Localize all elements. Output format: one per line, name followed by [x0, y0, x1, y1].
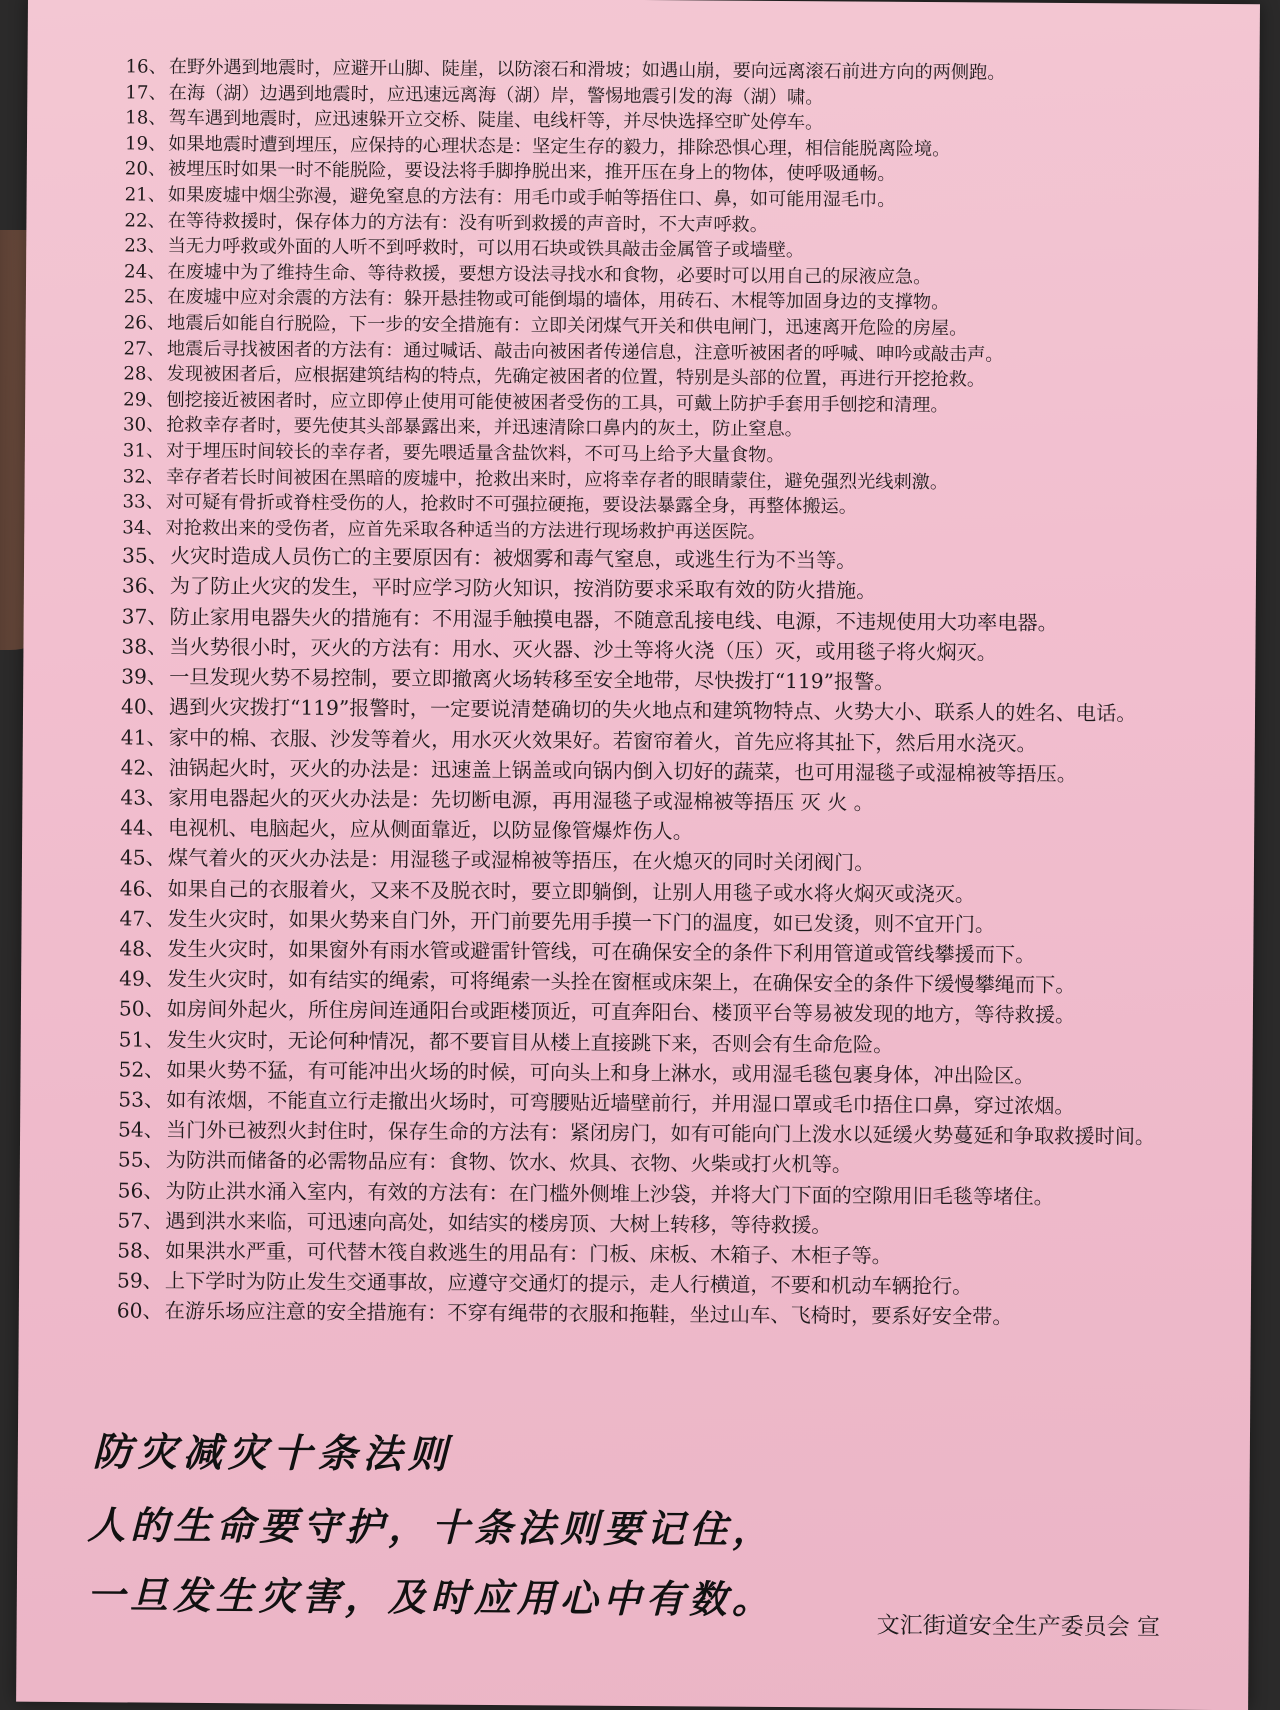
rule-number: 53、	[118, 1087, 165, 1112]
rule-text: 在等待救援时，保存体力的方法有：没有听到救援的声音时，不大声呼救。	[167, 210, 769, 236]
rule-number: 41、	[120, 724, 167, 750]
rule-text: 驾车遇到地震时，应迅速躲开立交桥、陡崖、电线杆等，并尽快选择空旷处停车。	[168, 107, 824, 134]
rule-number: 50、	[118, 996, 165, 1022]
rule-text: 遇到火灾拨打“119”报警时，一定要说清楚确切的失火地点和建筑物特点、火势大小、联系人的姓名、电话。	[168, 694, 1137, 726]
rule-text: 抢救幸存者时，要先使其头部暴露出来，并迅速清除口鼻内的灰土，防止窒息。	[166, 414, 803, 441]
rule-text: 对抢救出来的受伤者，应首先采取各种适当的方法进行现场救护再送医院。	[165, 517, 766, 543]
rule-text: 火灾时造成人员伤亡的主要原因有：被烟雾和毒气窒息，或逃生行为不当等。	[169, 543, 857, 573]
footer-slogan-line-2: 一旦发生灾害，及时应用心中有数。	[86, 1573, 776, 1622]
rule-number: 38、	[121, 634, 168, 659]
rule-number: 32、	[122, 465, 165, 488]
rule-text: 地震后如能自行脱险，下一步的安全措施有：立即关闭煤气开关和供电闸门，迅速离开危险的房屋。	[167, 312, 968, 340]
footer-slogan-line-1: 人的生命要守护，十条法则要记住，	[87, 1503, 776, 1552]
rule-text: 对于埋压时间较长的幸存者，要先喂适量含盐饮料，不可马上给予大量食物。	[166, 440, 785, 466]
rule-number: 39、	[121, 664, 168, 689]
rule-number: 59、	[116, 1268, 164, 1293]
rule-number: 46、	[119, 875, 166, 901]
rule-number: 23、	[124, 235, 166, 257]
rule-text: 电视机、电脑起火，应从侧面靠近，以防显像管爆炸伤人。	[168, 815, 694, 844]
rule-text: 幸存者若长时间被困在黑暗的废墟中，抢救出来时，应将幸存者的眼睛蒙住，避免强烈光线刺激。	[165, 466, 949, 493]
rule-text: 为防洪而储备的必需物品应有：食物、饮水、炊具、衣物、火柴或打火机等。	[165, 1148, 853, 1177]
rule-number: 19、	[124, 133, 167, 155]
rule-text: 如有浓烟，不能直立行走撤出火场时，可弯腰贴近墙壁前行，并用湿口罩或毛巾捂住口鼻，穿过浓烟。	[166, 1087, 1075, 1118]
rule-text: 家中的棉、衣服、沙发等着火，用水灭火效果好。若窗帘着火，首先应将其扯下，然后用水浇灭。	[168, 725, 1037, 756]
rule-number: 21、	[124, 184, 167, 206]
rule-number: 47、	[119, 906, 166, 931]
rule-number: 22、	[124, 209, 166, 232]
rule-text: 发生火灾时，如果火势来自门外，开门前要先用手摸一下门的温度，如已发烫，则不宜开门。	[167, 906, 996, 937]
rule-text: 如房间外起火，所住房间连通阳台或距楼顶近，可直奔阳台、楼顶平台等易被发现的地方，等待救援。	[166, 997, 1076, 1028]
rule-text: 如果洪水严重，可代替木筏自救逃生的用品有：门板、床板、木箱子、木柜子等。	[165, 1238, 892, 1268]
rule-number: 60、	[116, 1298, 163, 1324]
rule-number: 58、	[117, 1238, 164, 1263]
safety-rules-list	[117, 54, 1236, 1333]
rule-text: 为了防止火灾的发生，平时应学习防火知识，按消防要求采取有效的防火措施。	[169, 574, 877, 604]
rule-text: 煤气着火的灭火办法是：用湿毯子或湿棉被等捂压，在火熄灭的同时关闭阀门。	[167, 846, 875, 875]
rule-text: 发现被困者后，应根据建筑结构的特点，先确定被困者的位置，特别是头部的位置，再进行开挖抢救。	[166, 363, 986, 391]
rule-number: 29、	[123, 389, 165, 411]
rule-number: 30、	[122, 414, 165, 436]
rule-number: 24、	[124, 261, 166, 283]
rule-text: 被埋压时如果一时不能脱险，要设法将手脚挣脱出来，推开压在身上的物体，使呼吸通畅。	[168, 159, 896, 186]
rule-number: 40、	[120, 694, 168, 719]
rule-text: 发生火灾时，如果窗外有雨水管或避雷针管线，可在确保安全的条件下利用管道或管线攀援而下。	[167, 936, 1036, 967]
rule-text: 地震后寻找被困者的方法有：通过喊话、敲击向被困者传递信息，注意听被困者的呼喊、呻吟或敲击声。	[166, 338, 1004, 366]
rule-number: 28、	[123, 363, 165, 385]
rule-text: 遇到洪水来临，可迅速向高处，如结实的楼房顶、大树上转移，等待救援。	[165, 1208, 832, 1238]
rule-number: 33、	[122, 491, 164, 513]
rule-text: 发生火灾时，如有结实的绳索，可将绳索一头拴在窗框或床架上，在确保安全的条件下缓慢攀绳而下。	[166, 966, 1076, 998]
rule-text: 发生火灾时，无论何种情况，都不要盲目从楼上直接跳下来，否则会有生命危险。	[166, 1027, 894, 1057]
rule-number: 55、	[117, 1147, 164, 1173]
rule-text: 一旦发现火势不易控制，要立即撤离火场转移至安全地带，尽快拨打“119”报警。	[169, 664, 895, 694]
rule-number: 52、	[118, 1057, 165, 1082]
rule-number: 48、	[119, 936, 166, 961]
rule-text: 如果废墟中烟尘弥漫，避免窒息的方法有：用毛巾或手帕等捂住口、鼻，如可能用湿毛巾。	[167, 184, 896, 211]
rule-number: 20、	[124, 158, 167, 181]
rule-text: 如果火势不猛，有可能冲出火场的时候，可向头上和身上淋水，或用湿毛毯包裹身体，冲出险区。	[166, 1057, 1035, 1088]
rule-number: 56、	[117, 1177, 164, 1203]
rule-text: 如果地震时遭到埋压，应保持的心理状态是：坚定生存的毅力，排除恐惧心理，相信能脱离险境。	[168, 133, 951, 160]
rule-text: 在野外遇到地震时，应避开山脚、陡崖，以防滚石和滑坡；如遇山崩，要向远离滚石前进方向的两侧跑。	[168, 56, 1006, 84]
rule-text: 上下学时为防止发生交通事故，应遵守交通灯的提示，走人行横道，不要和机动车辆抢行。	[164, 1268, 973, 1299]
rule-number: 31、	[122, 440, 165, 462]
rule-text: 防止家用电器失火的措施有：不用湿手触摸电器，不随意乱接电线、电源，不违规使用大功率电器。	[169, 604, 1058, 635]
rule-text: 对可疑有骨折或脊柱受伤的人，抢救时不可强拉硬拖，要设法暴露全身，再整体搬运。	[165, 491, 858, 518]
rule-text: 油锅起火时，灭火的办法是：迅速盖上锅盖或向锅内倒入切好的蔬菜，也可用湿毯子或湿棉被等捂压。	[168, 755, 1078, 786]
rule-number: 54、	[118, 1117, 165, 1142]
rule-number: 42、	[120, 755, 167, 780]
rule-number: 17、	[125, 81, 167, 104]
rule-number: 16、	[125, 56, 167, 78]
rule-number: 27、	[123, 337, 165, 360]
rule-number: 34、	[122, 517, 164, 539]
rule-number: 43、	[120, 785, 167, 810]
rule-text: 为防止洪水涌入室内，有效的方法有：在门槛外侧堆上沙袋，并将大门下面的空隙用旧毛毯等堵住。	[165, 1178, 1054, 1209]
rule-text: 如果自己的衣服着火，又来不及脱衣时，要立即躺倒，让别人用毯子或水将火焖灭或浇灭。	[167, 876, 976, 906]
rule-number: 26、	[123, 312, 166, 334]
rule-text: 当无力呼救或外面的人听不到呼救时，可以用石块或铁具敲击金属管子或墙壁。	[167, 235, 805, 262]
footer-title: 防灾减灾十条法则	[92, 1430, 454, 1478]
rule-number: 37、	[121, 604, 168, 629]
rule-text: 当门外已被烈火封住时，保存生命的方法有：紧闭房门，如有可能向门上泼水以延缓火势蔓延和争取救援时间。	[165, 1117, 1156, 1149]
rule-text: 在游乐场应注意的安全措施有：不穿有绳带的衣服和拖鞋，坐过山车、飞椅时，要系好安全带。	[164, 1299, 1013, 1329]
rule-number: 57、	[117, 1208, 164, 1233]
rule-text: 刨挖接近被困者时，应立即停止使用可能使被困者受伤的工具，可戴上防护手套用手刨挖和清理。	[166, 389, 949, 416]
rule-number: 51、	[118, 1026, 165, 1052]
rule-text: 在海（湖）边遇到地震时，应迅速远离海（湖）岸，警惕地震引发的海（湖）啸。	[168, 82, 824, 108]
rule-number: 45、	[119, 845, 166, 870]
rule-number: 36、	[121, 573, 168, 599]
rule-number: 25、	[123, 286, 166, 309]
rule-number: 35、	[122, 543, 169, 568]
issuer-signature: 文汇街道安全生产委员会 宣	[876, 1612, 1161, 1641]
rule-number: 49、	[119, 966, 166, 991]
rule-text: 当火势很小时，灭火的方法有：用水、灭火器、沙土等将火浇（压）灭，或用毯子将火焖灭。	[169, 634, 998, 665]
rule-number: 44、	[120, 815, 167, 840]
rule-number: 18、	[125, 107, 167, 129]
rule-item	[117, 1296, 1227, 1334]
rule-text: 在废墟中应对余震的方法有：躲开悬挂物或可能倒塌的墙体，用砖石、木棍等加固身边的支撑物。	[167, 287, 950, 314]
rule-text: 在废墟中为了维持生命、等待救援，要想方设法寻找水和食物，必要时可以用自己的尿液应急。	[167, 261, 932, 288]
rule-text: 家用电器起火的灭火办法是：先切断电源，再用湿毯子或湿棉被等捂压 灭 火 。	[168, 785, 875, 815]
pink-flyer-sheet	[16, 0, 1260, 1710]
